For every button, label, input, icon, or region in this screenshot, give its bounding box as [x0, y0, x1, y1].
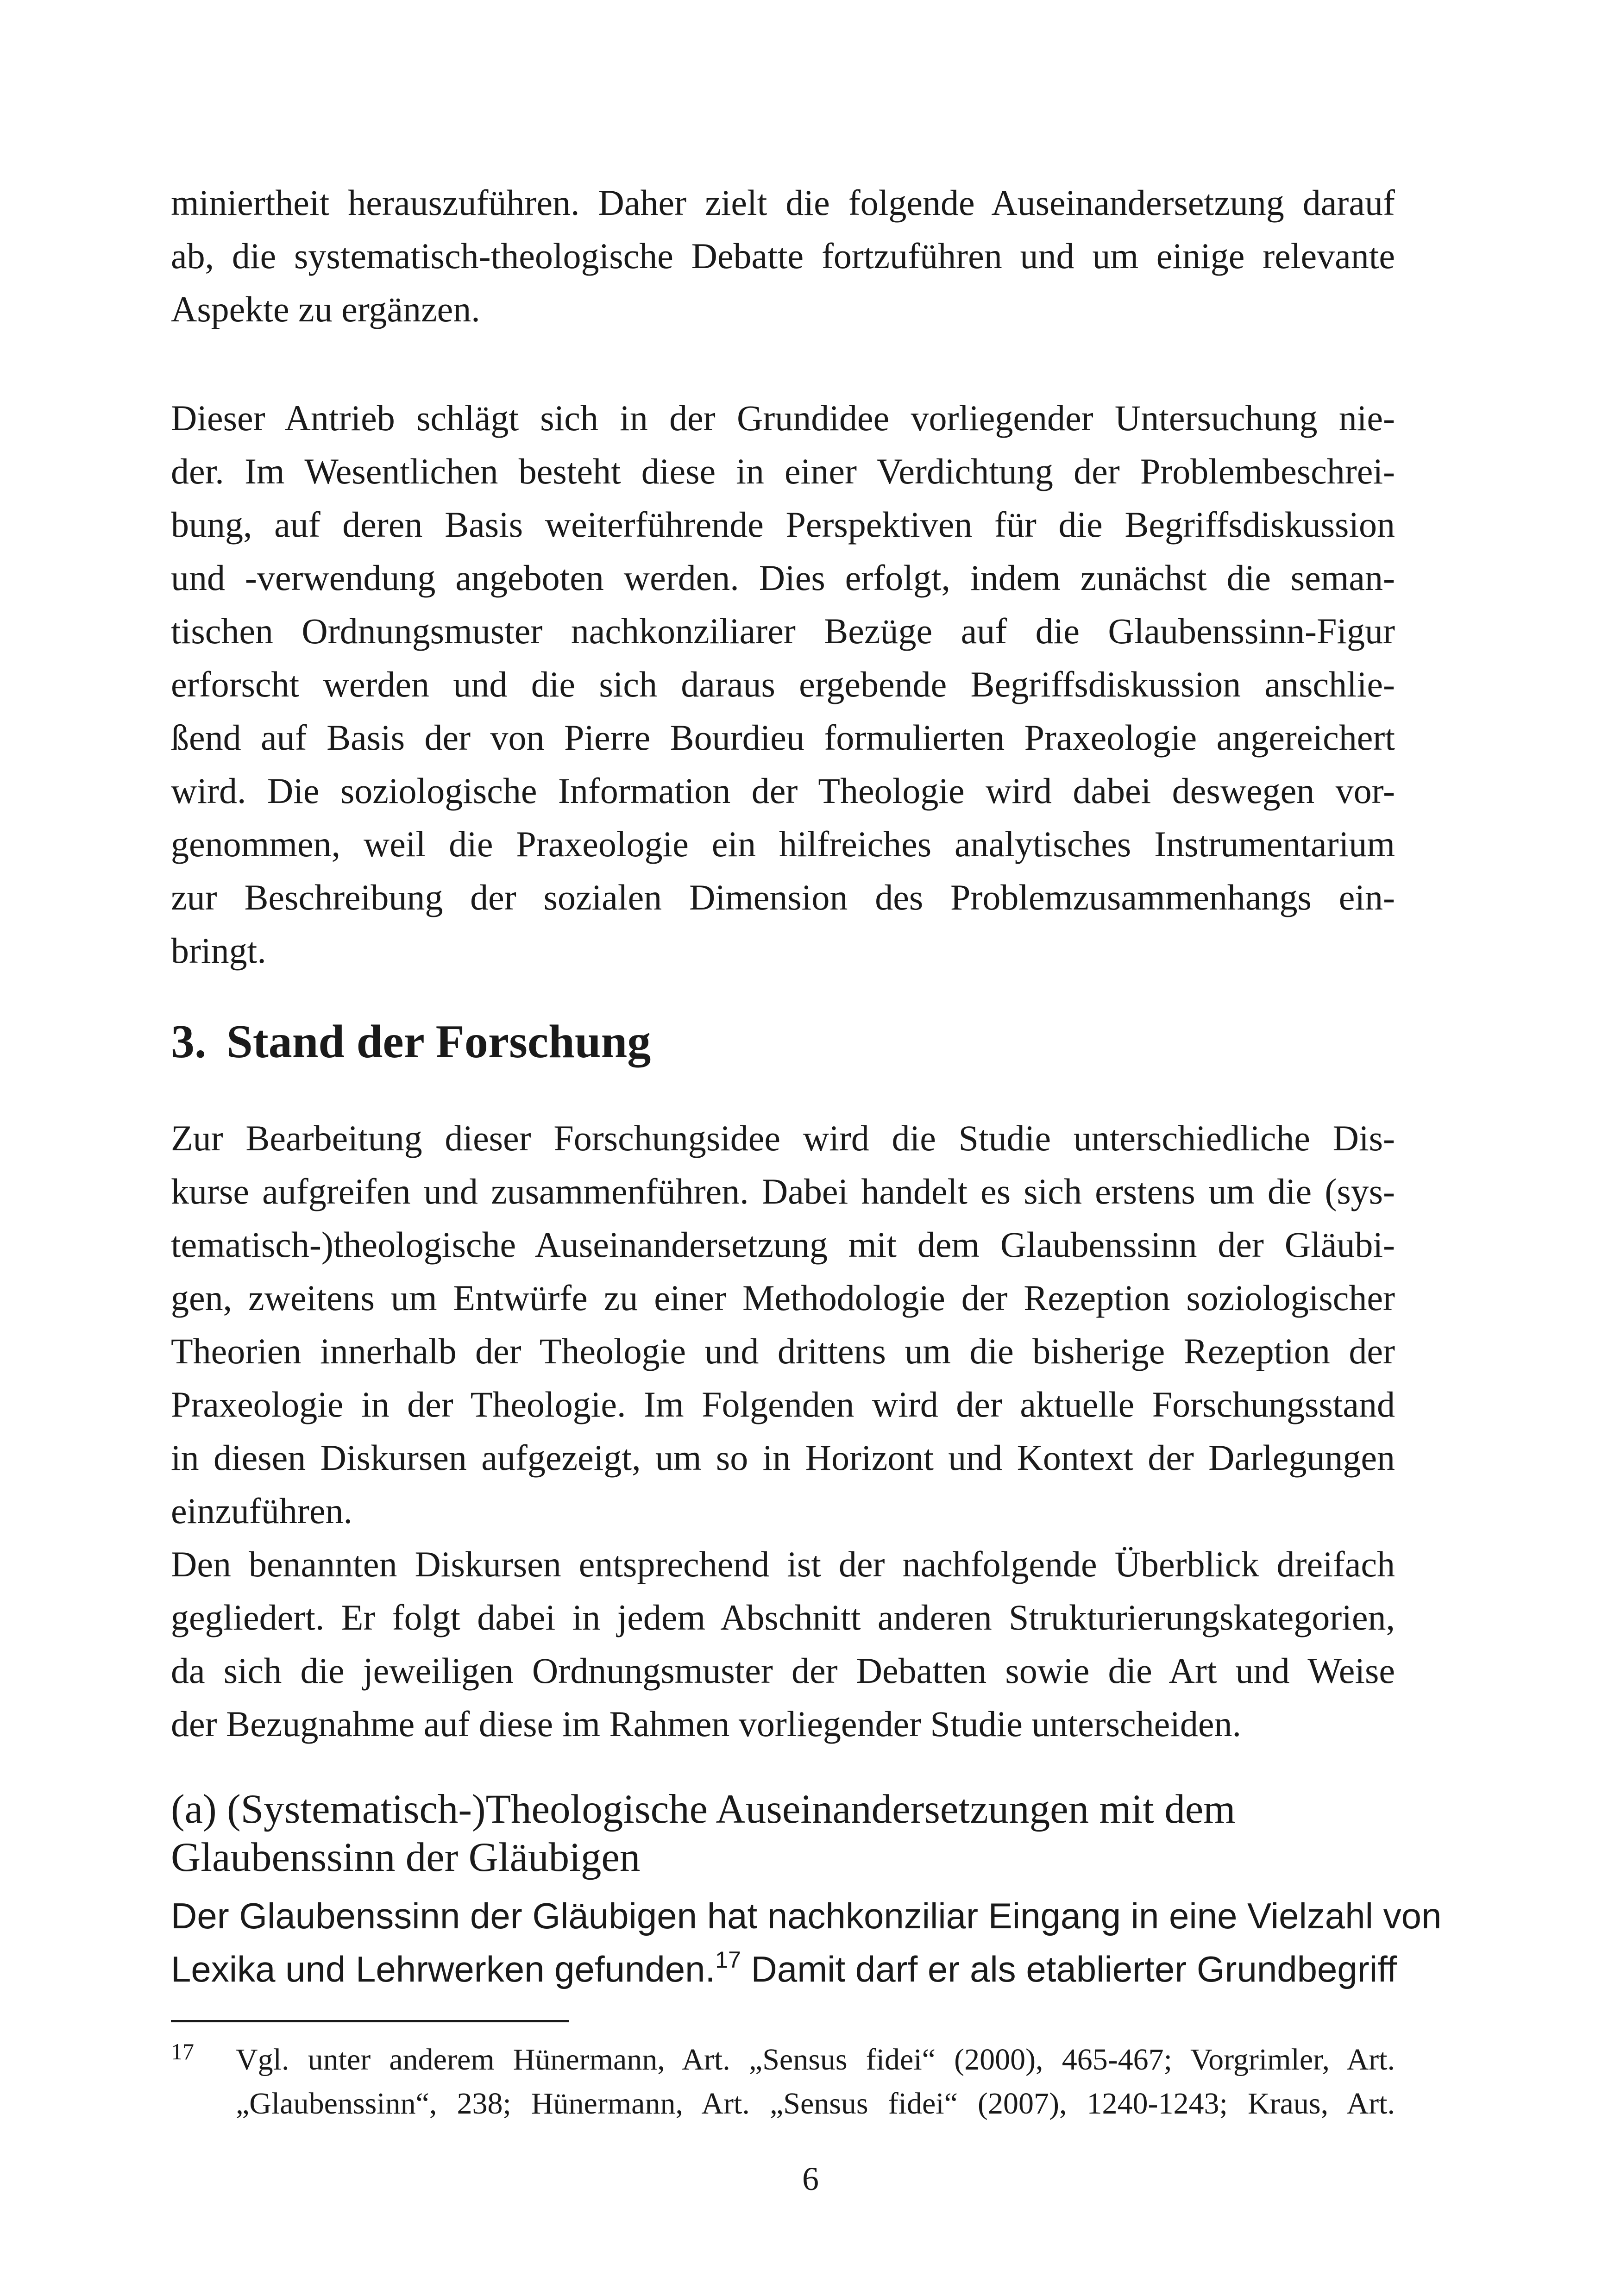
- text-line: gegliedert. Er folgt dabei in jedem Abschnitt anderen Strukturierungskategorien,: [171, 1597, 1395, 1637]
- paragraph-4: [171, 1537, 1395, 1750]
- text-line: [171, 1943, 1395, 1996]
- text-line: bringt.: [171, 930, 266, 971]
- section-heading: [171, 1012, 651, 1072]
- text-line: genommen, weil die Praxeologie ein hilfreiches analytisches Instrumentarium: [171, 824, 1395, 864]
- text-line: Zur Bearbeitung dieser Forschungsidee wird die Studie unterschiedliche Dis-: [171, 1118, 1395, 1158]
- text-line: ßend auf Basis der von Pierre Bourdieu formulierten Praxeologie angereichert: [171, 717, 1395, 758]
- text-line: wird. Die soziologische Information der Theologie wird dabei deswegen vor-: [171, 771, 1395, 811]
- footnote-line: „Glaubenssinn“, 238; Hünermann, Art. „Sensus fidei“ (2007), 1240-1243; Kraus, Art.: [236, 2087, 1395, 2120]
- text-line: Theorien innerhalb der Theologie und drittens um die bisherige Rezeption der: [171, 1331, 1395, 1371]
- text-line: Den benannten Diskursen entsprechend ist der nachfolgende Überblick dreifach: [171, 1544, 1395, 1584]
- text-line: gen, zweitens um Entwürfe zu einer Methodologie der Rezeption soziologischer: [171, 1278, 1395, 1318]
- text-line: und -verwendung angeboten werden. Dies erfolgt, indem zunächst die seman-: [171, 558, 1395, 598]
- text-line: Dieser Antrieb schlägt sich in der Grundidee vorliegender Untersuchung nie-: [171, 398, 1395, 438]
- text-line: tischen Ordnungsmuster nachkonziliarer Bezüge auf die Glaubenssinn-Figur: [171, 611, 1395, 651]
- text-line: Praxeologie in der Theologie. Im Folgenden wird der aktuelle Forschungsstand: [171, 1384, 1395, 1424]
- footnote-line: Vgl. unter anderem Hünermann, Art. „Sensus fidei“ (2000), 465-467; Vorgrimler, Art.: [236, 2043, 1395, 2076]
- text-segment: Damit darf er als etablierter Grundbegriff: [741, 1949, 1397, 1989]
- text-line: kurse aufgreifen und zusammenführen. Dabei handelt es sich erstens um die (sys-: [171, 1171, 1395, 1211]
- footnote-separator: [171, 2020, 569, 2022]
- paragraph-5: [171, 1889, 1442, 1996]
- text-line: der Bezugnahme auf diese im Rahmen vorliegender Studie unterscheiden.: [171, 1704, 1242, 1744]
- text-line: bung, auf deren Basis weiterführende Perspektiven für die Begriffsdiskussion: [171, 504, 1395, 545]
- text-line: da sich die jeweiligen Ordnungsmuster der Debatten sowie die Art und Weise: [171, 1650, 1395, 1691]
- footnote-number: 17: [171, 2039, 194, 2064]
- section-number: 3.: [171, 1016, 207, 1068]
- text-line: miniertheit herauszuführen. Daher zielt die folgende Auseinandersetzung darauf: [171, 182, 1395, 223]
- paragraph-2: [171, 391, 1395, 977]
- footnote-reference: 17: [715, 1947, 741, 1973]
- paragraph-3: [171, 1111, 1395, 1537]
- text-line: Aspekte zu ergänzen.: [171, 289, 480, 329]
- subsection-heading: [171, 1785, 1395, 1882]
- heading-line: (a) (Systematisch-)Theologische Auseinandersetzungen mit dem: [171, 1787, 1236, 1832]
- text-line: Der Glaubenssinn der Gläubigen hat nachkonziliar Eingang in eine Vielzahl von: [171, 1895, 1442, 1936]
- heading-line: Glaubenssinn der Gläubigen: [171, 1835, 641, 1880]
- text-line: tematisch-)theologische Auseinandersetzung mit dem Glaubenssinn der Gläubi-: [171, 1224, 1395, 1265]
- text-line: der. Im Wesentlichen besteht diese in einer Verdichtung der Problembeschrei-: [171, 451, 1395, 491]
- paragraph-1: [171, 176, 1395, 336]
- text-line: ab, die systematisch-theologische Debatte fortzuführen und um einige relevante: [171, 236, 1395, 276]
- footnote-text: [236, 2038, 1395, 2126]
- section-title: Stand der Forschung: [226, 1016, 651, 1068]
- text-line: einzuführen.: [171, 1491, 352, 1531]
- text-line: in diesen Diskursen aufgezeigt, um so in Horizont und Kontext der Darlegungen: [171, 1437, 1395, 1478]
- text-segment: Lexika und Lehrwerken gefunden.: [171, 1949, 716, 1989]
- page-number: 6: [802, 2160, 819, 2197]
- text-line: zur Beschreibung der sozialen Dimension des Problemzusammenhangs ein-: [171, 877, 1395, 917]
- text-line: erforscht werden und die sich daraus ergebende Begriffsdiskussion anschlie-: [171, 664, 1395, 704]
